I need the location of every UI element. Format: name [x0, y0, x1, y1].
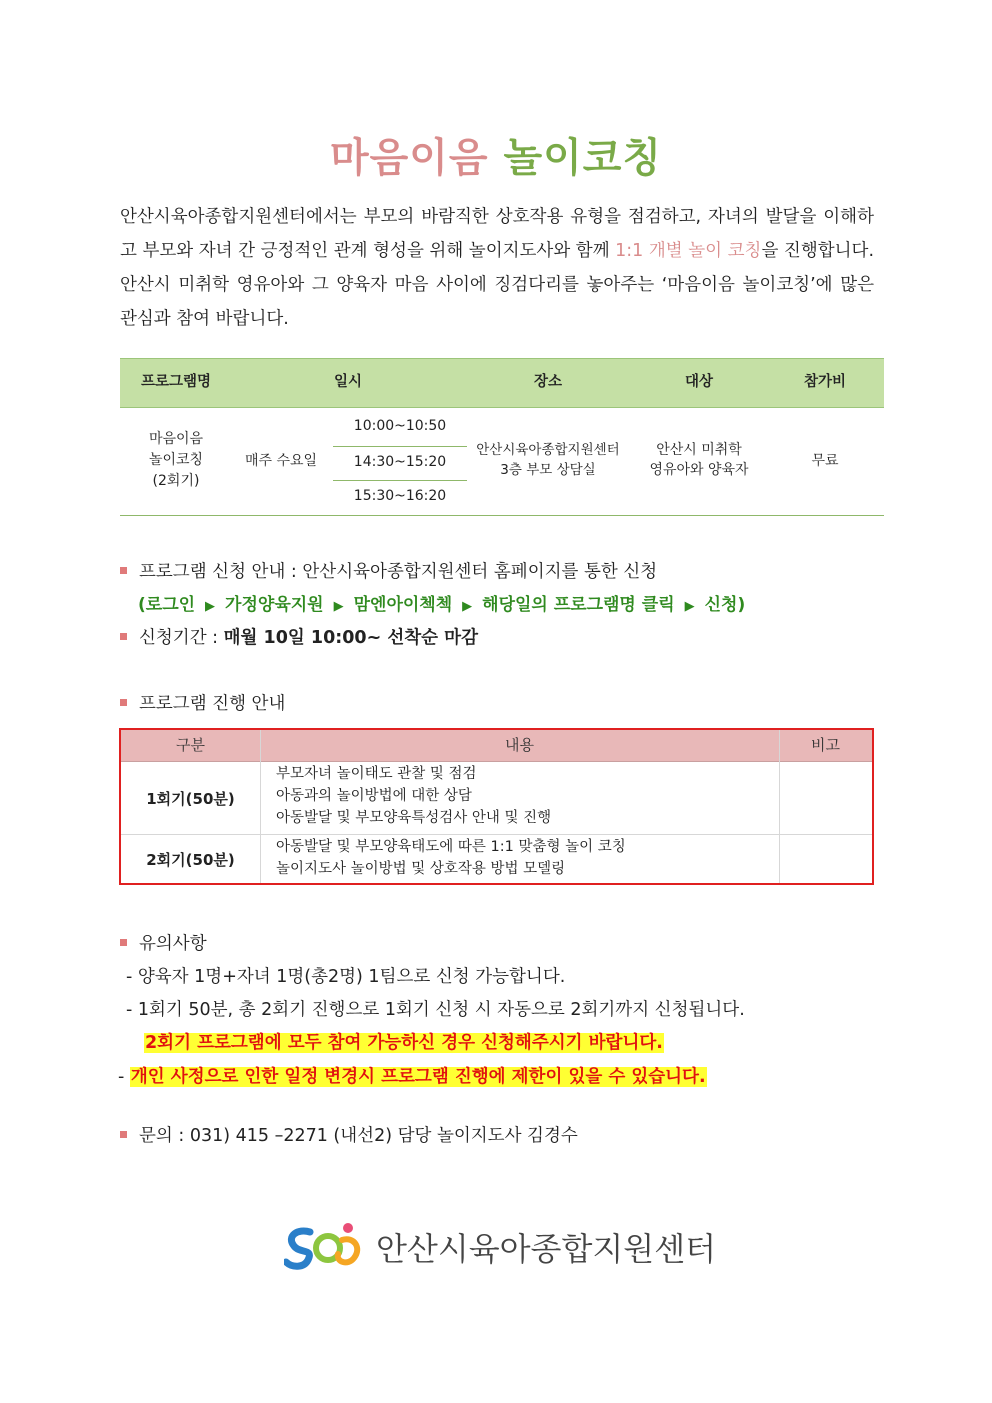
intro-paragraph — [120, 200, 874, 336]
step-1: (로그인 — [138, 595, 196, 615]
header-datetime: 일시 — [333, 374, 362, 390]
contact-info — [120, 1122, 578, 1147]
time-divider-2 — [333, 480, 467, 481]
title-part2: 놀이코칭 — [503, 135, 663, 181]
row2-label: 2회기(50분) — [146, 851, 235, 869]
cell-day: 매주 수요일 — [244, 453, 318, 469]
row1-content — [276, 763, 551, 829]
progress-title-text: 프로그램 진행 안내 — [139, 694, 286, 714]
row2-line1: 아동발달 및 부모양육태도에 따른 1:1 맞춤형 놀이 코칭 — [276, 839, 626, 855]
bullet-icon — [120, 1131, 127, 1138]
cell-time-1: 10:00~10:50 — [353, 418, 447, 434]
row2-content — [276, 836, 626, 880]
cell-time-3: 15:30~16:20 — [353, 488, 447, 504]
apply-guide-text: 프로그램 신청 안내 : 안산시육아종합지원센터 홈페이지를 통한 신청 — [139, 562, 658, 582]
apply-period-label: 신청기간 : — [139, 628, 224, 648]
program-name-line1: 마음이음 — [148, 431, 204, 447]
cell-time-2: 14:30~15:20 — [353, 454, 447, 470]
header-content: 내용 — [505, 736, 534, 754]
note-line3 — [144, 1029, 664, 1054]
bullet-icon — [120, 699, 127, 706]
step-5: 신청) — [704, 595, 746, 615]
cell-program-name — [120, 429, 232, 492]
cell-place — [464, 440, 632, 480]
arrow-icon: ▶ — [684, 599, 695, 614]
program-name-line2: 놀이코칭 — [148, 452, 204, 468]
apply-period-value: 매월 10일 10:00~ 선착순 마감 — [223, 628, 478, 648]
intro-text-after: 을 진행합니다. 안산시 미취학 영유아와 그 양육자 마음 사이에 징검다리를 놓아주는 ‘마음이음 놀이코칭’에 많은 관심과 참여 바랍니다. — [120, 241, 875, 329]
row2-line2: 놀이지도사 놀이방법 및 상호작용 방법 모델링 — [276, 861, 566, 877]
progress-header-row — [121, 730, 872, 762]
row1-line1: 부모자녀 놀이태도 관찰 및 점검 — [276, 766, 477, 782]
arrow-icon: ▶ — [462, 599, 473, 614]
logo-text: 안산시육아종합지원센터 — [376, 1230, 717, 1268]
page-title — [0, 126, 992, 183]
schedule-header-row — [120, 358, 884, 408]
arrow-icon: ▶ — [205, 599, 216, 614]
header-place: 장소 — [533, 374, 562, 390]
cell-target — [632, 440, 766, 480]
note-line4-text: 개인 사정으로 인한 일정 변경시 프로그램 진행에 제한이 있을 수 있습니다. — [130, 1067, 706, 1087]
bullet-icon — [120, 939, 127, 946]
intro-highlight: 1:1 개별 놀이 코칭 — [615, 241, 762, 261]
apply-guide — [120, 558, 657, 583]
intro-text-before: 안산시육아종합지원센터에서는 부모의 바람직한 상호작용 유형을 점검하고, 자녀의 발달을 이해하고 부모와 자녀 간 긍정적인 관계 형성을 위해 놀이지도사와 함께 — [120, 207, 874, 261]
note-line2: - 1회기 50분, 총 2회기 진행으로 1회기 신청 시 자동으로 2회기까지 신청됩니다. — [126, 1000, 745, 1020]
bullet-icon — [120, 567, 127, 574]
place-line2: 3층 부모 상담실 — [500, 462, 596, 478]
time-divider-1 — [333, 446, 467, 447]
apply-period — [120, 624, 478, 649]
program-name-line3: (2회기) — [152, 473, 200, 489]
notes-title — [120, 930, 207, 955]
contact-text: 문의 : 031) 415 –2271 (내선2) 담당 놀이지도사 김경수 — [139, 1126, 578, 1146]
notes-title-text: 유의사항 — [139, 934, 207, 954]
row1-line2: 아동과의 놀이방법에 대한 상담 — [276, 788, 472, 804]
target-line1: 안산시 미취학 — [656, 442, 742, 458]
center-logo — [284, 1218, 724, 1274]
row1-line3: 아동발달 및 부모양육특성검사 안내 및 진행 — [276, 810, 552, 826]
arrow-icon: ▶ — [333, 599, 344, 614]
step-2: 가정양육지원 — [225, 595, 324, 615]
logo-mark-icon — [284, 1218, 374, 1274]
header-target: 대상 — [684, 374, 713, 390]
progress-section-title — [120, 690, 285, 715]
target-line2: 영유아와 양육자 — [649, 462, 749, 478]
note-line1: - 양육자 1명+자녀 1명(총2명) 1팀으로 신청 가능합니다. — [126, 967, 566, 987]
header-program-name: 프로그램명 — [140, 374, 212, 390]
step-3: 맘엔아이첵첵 — [353, 595, 453, 615]
note-line4-prefix: - — [118, 1067, 130, 1087]
note-line3-text: 2회기 프로그램에 모두 참여 가능하신 경우 신청해주시기 바랍니다. — [145, 1033, 663, 1053]
note-line4 — [118, 1063, 707, 1088]
row1-label: 1회기(50분) — [146, 790, 235, 808]
bullet-icon — [120, 633, 127, 640]
progress-table — [119, 728, 874, 885]
header-category: 구분 — [176, 736, 205, 754]
row-divider — [121, 834, 872, 835]
place-line1: 안산시육아종합지원센터 — [476, 442, 620, 458]
header-fee: 참가비 — [803, 374, 847, 390]
col-divider-1 — [260, 730, 261, 883]
step-4: 해당일의 프로그램명 클릭 — [482, 595, 675, 615]
cell-fee: 무료 — [811, 453, 839, 469]
schedule-table — [120, 358, 884, 516]
header-remark: 비고 — [811, 736, 840, 754]
title-part1: 마음이음 — [329, 135, 489, 181]
col-divider-2 — [779, 730, 780, 883]
apply-steps — [138, 590, 745, 615]
